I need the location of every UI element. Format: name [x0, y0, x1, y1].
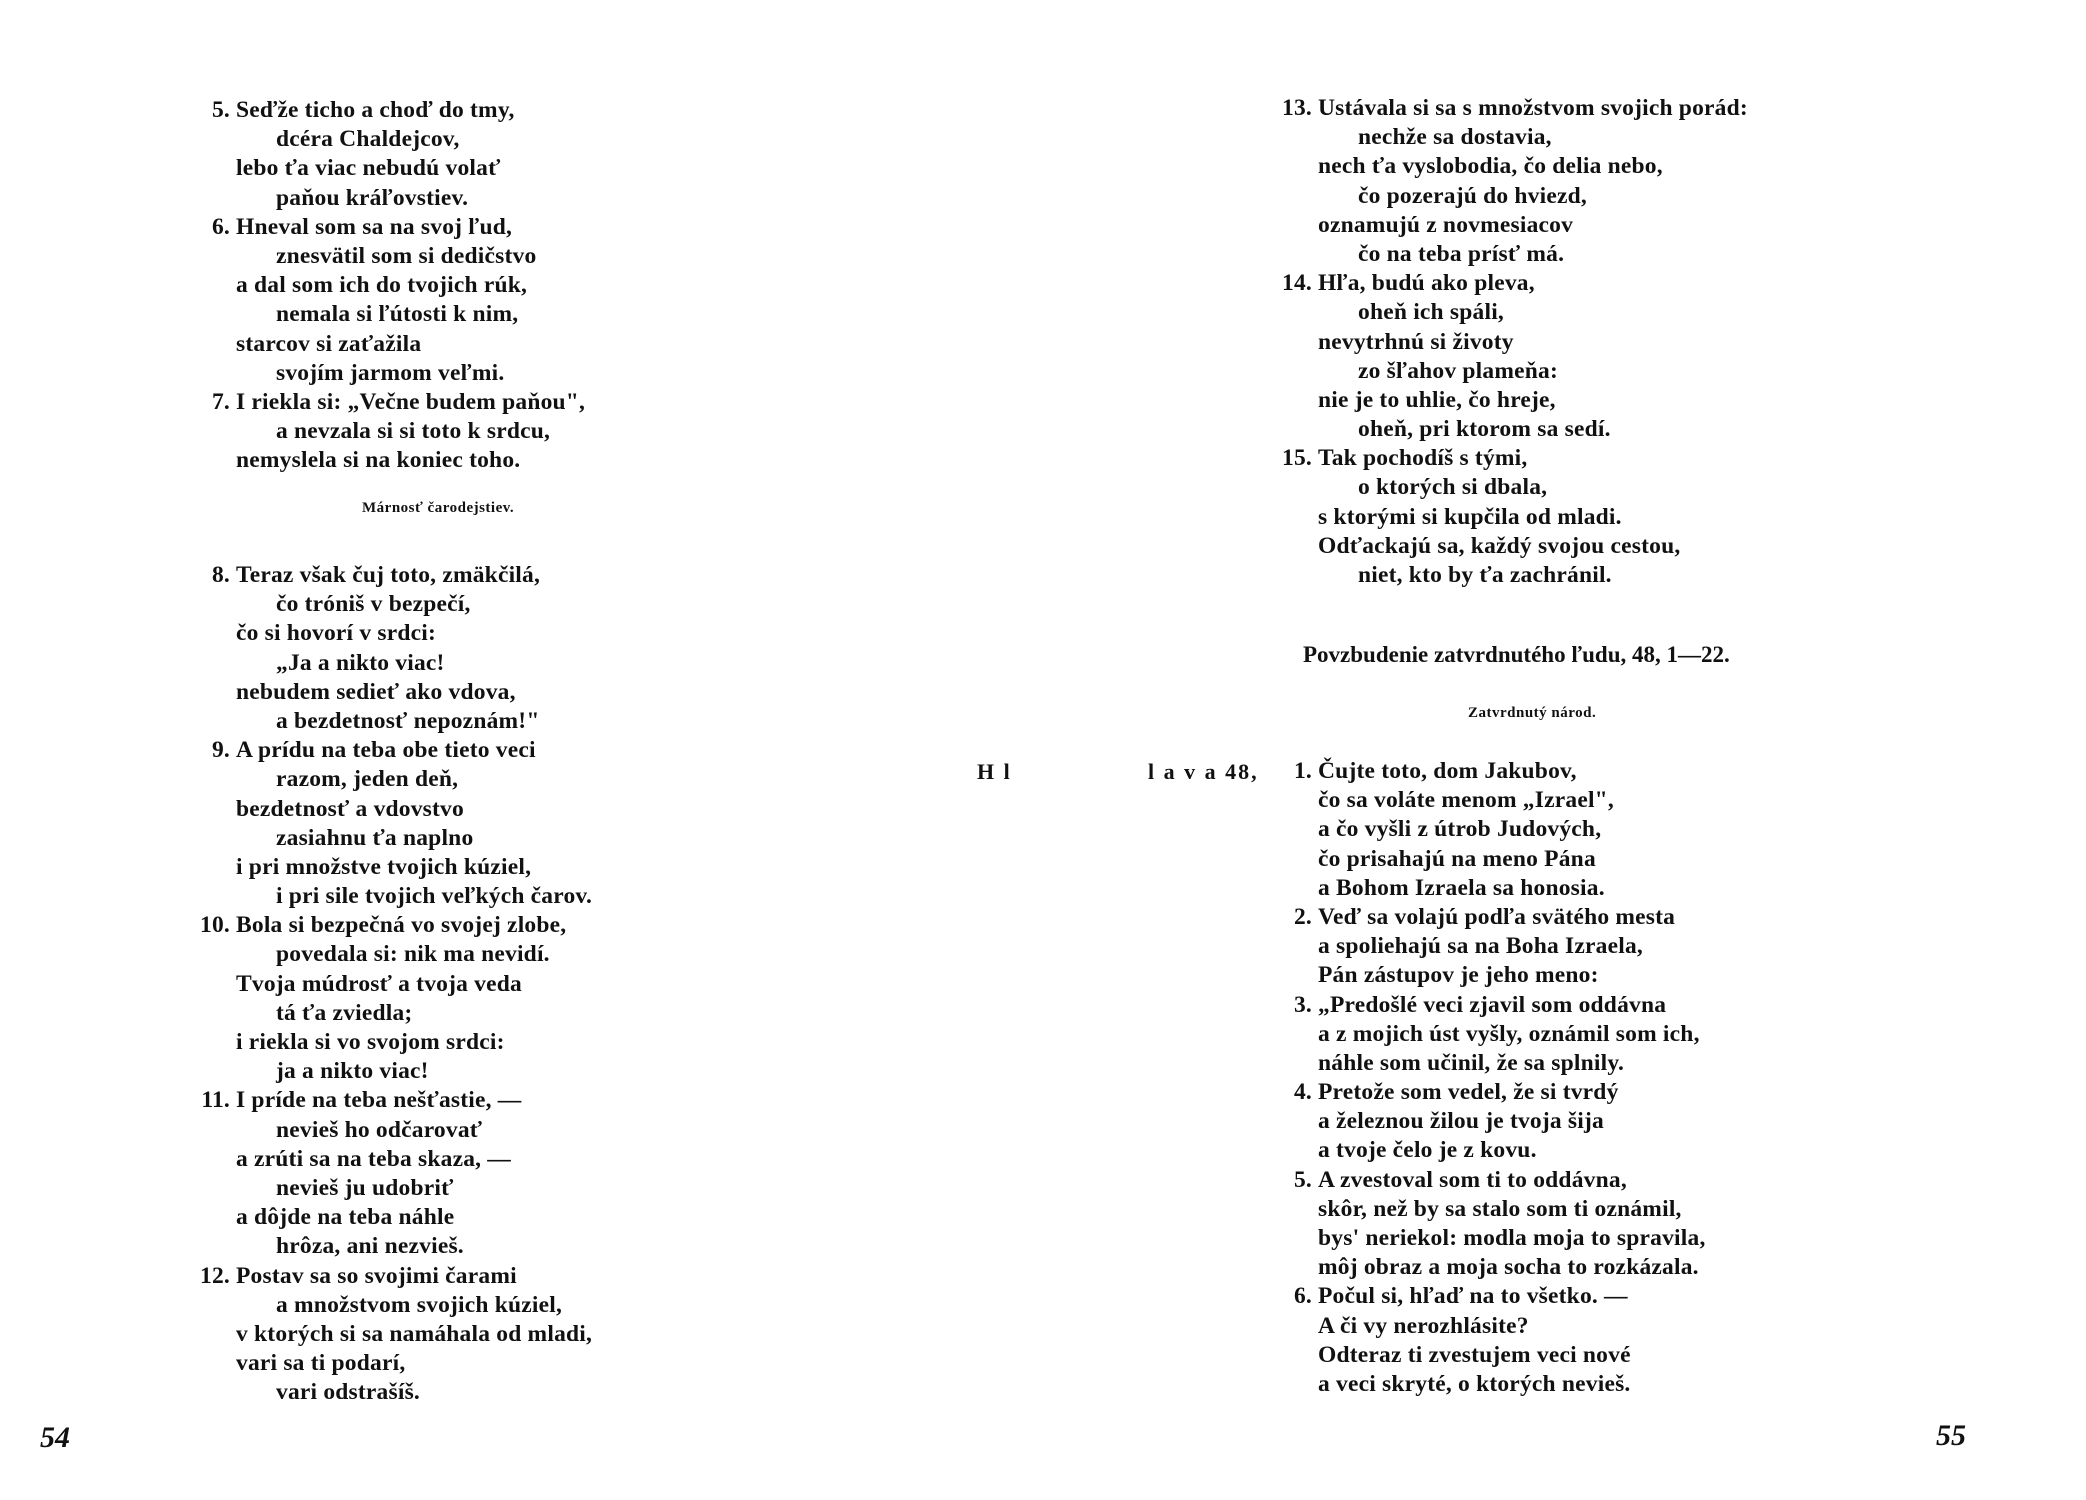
- verse-text: a veci skryté, o ktorých nevieš.: [1318, 1370, 1631, 1397]
- verse-number: 10.: [200, 912, 230, 939]
- verse-text: oheň, pri ktorom sa sedí.: [1358, 416, 1611, 443]
- left-verse-block-b: [200, 561, 593, 1407]
- verse-line: [1293, 1166, 1706, 1195]
- verse-line: [236, 1349, 592, 1378]
- verse-text: nie je to uhlie, čo hreje,: [1318, 386, 1556, 413]
- verse-text: povedala si: nik ma nevidí.: [276, 941, 550, 968]
- verse-line: [236, 970, 592, 999]
- verse-text: a nevzala si si toto k srdcu,: [276, 418, 551, 445]
- verse-line: [236, 300, 585, 329]
- left-verse-block-a: [211, 96, 586, 475]
- verse-number: 9.: [211, 737, 230, 764]
- verse-text: oheň ich spáli,: [1358, 299, 1504, 326]
- verse-line: [211, 736, 592, 765]
- verse-line: [211, 561, 592, 590]
- verse-text: skôr, než by sa stalo som ti oznámil,: [1318, 1195, 1682, 1222]
- verse-line: [201, 1086, 592, 1115]
- verse-line: [236, 1028, 592, 1057]
- verse-line: [1318, 1107, 1706, 1136]
- verse-text: a železnou žilou je tvoja šija: [1318, 1108, 1604, 1135]
- verse-line: [236, 795, 592, 824]
- verse-text: „Ja a nikto viac!: [276, 649, 445, 676]
- verse-line: [236, 125, 585, 154]
- verse-line: [200, 1262, 592, 1291]
- left-section-heading: Márnosť čarodejstiev.: [362, 500, 515, 516]
- verse-text: A zvestoval som ti to oddávna,: [1318, 1166, 1627, 1193]
- verse-line: [1293, 757, 1706, 786]
- verse-text: čo si hovorí v srdci:: [236, 620, 437, 647]
- verse-line: [1318, 386, 1748, 415]
- verse-line: [1318, 845, 1706, 874]
- verse-text: Odteraz ti zvestujem veci nové: [1318, 1341, 1631, 1368]
- verse-line: [236, 1320, 592, 1349]
- verse-text: a tvoje čelo je z kovu.: [1318, 1137, 1537, 1164]
- verse-line: [236, 242, 585, 271]
- verse-number: 12.: [200, 1262, 230, 1289]
- verse-line: [236, 707, 592, 736]
- verse-line: [236, 882, 592, 911]
- verse-text: náhle som učinil, že sa splnily.: [1318, 1049, 1625, 1076]
- verse-line: [1318, 932, 1706, 961]
- verse-line: [236, 1057, 592, 1086]
- verse-line: [236, 1174, 592, 1203]
- verse-line: [1282, 269, 1748, 298]
- verse-text: Pretože som vedel, že si tvrdý: [1318, 1079, 1619, 1106]
- verse-line: [1318, 357, 1748, 386]
- verse-number: 3.: [1293, 991, 1312, 1018]
- verse-text: môj obraz a moja socha to rozkázala.: [1318, 1254, 1699, 1281]
- verse-number: 5.: [211, 97, 230, 123]
- verse-line: [211, 213, 585, 242]
- verse-text: čo prisahajú na meno Pána: [1318, 845, 1596, 872]
- verse-line: [211, 388, 586, 417]
- verse-text: zo šľahov plameňa:: [1358, 357, 1559, 384]
- verse-text: a zrúti sa na teba skaza, —: [236, 1145, 511, 1172]
- verse-number: 7.: [211, 388, 230, 415]
- verse-line: [1318, 240, 1748, 269]
- right-verse-block-a: [1282, 94, 1748, 590]
- verse-text: čo na teba prísť má.: [1358, 240, 1565, 267]
- verse-line: [1318, 1370, 1706, 1399]
- verse-line: [1318, 1341, 1706, 1370]
- verse-text: svojím jarmom veľmi.: [276, 359, 505, 386]
- verse-line: [236, 154, 585, 183]
- verse-number: 5.: [1293, 1166, 1312, 1193]
- verse-text: tá ťa zviedla;: [276, 999, 413, 1026]
- verse-text: čo tróniš v bezpečí,: [276, 591, 471, 618]
- verse-text: zasiahnu ťa naplno: [276, 824, 474, 851]
- verse-text: znesvätil som si dedičstvo: [276, 242, 537, 269]
- verse-text: s ktorými si kupčila od mladi.: [1318, 503, 1622, 530]
- verse-text: dcéra Chaldejcov,: [276, 126, 460, 153]
- verse-text: Teraz však čuj toto, zmäkčilá,: [236, 562, 541, 588]
- verse-line: [1318, 532, 1748, 561]
- verse-text: nemyslela si na koniec toho.: [236, 447, 521, 474]
- verse-text: bys' neriekol: modla moja to spravila,: [1318, 1225, 1706, 1251]
- verse-line: [236, 590, 592, 619]
- verse-text: i riekla si vo svojom srdci:: [236, 1029, 505, 1055]
- verse-text: Hneval som sa na svoj ľud,: [236, 213, 513, 240]
- right-section-heading: Povzbudenie zatvrdnutého ľudu, 48, 1—22.: [1303, 642, 1730, 667]
- verse-text: ja a nikto viac!: [276, 1058, 429, 1085]
- verse-text: Ustávala si sa s množstvom svojich porád:: [1318, 95, 1748, 121]
- verse-line: [1318, 786, 1706, 815]
- verse-line: [1318, 1312, 1706, 1341]
- verse-text: „Predošlé veci zjavil som oddávna: [1318, 991, 1667, 1018]
- verse-line: [236, 271, 585, 300]
- verse-text: bezdetnosť a vdovstvo: [236, 795, 464, 822]
- verse-line: [236, 1232, 592, 1261]
- verse-text: vari odstrašíš.: [276, 1379, 420, 1406]
- verse-text: Tak pochodíš s tými,: [1318, 445, 1528, 472]
- verse-line: [1293, 903, 1706, 932]
- verse-text: lebo ťa viac nebudú volať: [236, 155, 501, 182]
- right-page: [977, 0, 2086, 1500]
- verse-text: A či vy nerozhlásite?: [1318, 1312, 1529, 1339]
- verse-line: [1318, 298, 1748, 327]
- verse-text: Veď sa volajú podľa svätého mesta: [1318, 903, 1676, 930]
- verse-line: [1318, 1224, 1706, 1253]
- verse-line: [236, 1116, 592, 1145]
- verse-number: 2.: [1293, 903, 1312, 930]
- verse-text: o ktorých si dbala,: [1358, 474, 1548, 501]
- verse-line: [1318, 961, 1706, 990]
- verse-line: [236, 999, 592, 1028]
- verse-text: nechže sa dostavia,: [1358, 124, 1552, 151]
- verse-text: nemala si ľútosti k nim,: [276, 301, 519, 328]
- verse-line: [1282, 94, 1748, 123]
- verse-text: Odťackajú sa, každý svojou cestou,: [1318, 532, 1681, 559]
- verse-line: [1318, 1049, 1706, 1078]
- verse-text: a dôjde na teba náhle: [236, 1204, 455, 1231]
- verse-number: 15.: [1282, 445, 1312, 472]
- verse-text: čo pozerajú do hviezd,: [1358, 182, 1587, 209]
- verse-line: [1318, 123, 1748, 152]
- verse-line: [236, 1203, 592, 1232]
- verse-line: [1318, 328, 1748, 357]
- right-verse-block-b: [1293, 757, 1706, 1399]
- verse-line: [236, 1145, 592, 1174]
- verse-text: I riekla si: „Večne budem paňou",: [236, 388, 586, 415]
- verse-line: [1318, 211, 1748, 240]
- verse-line: [211, 96, 585, 125]
- verse-line: [1318, 1136, 1706, 1165]
- verse-line: [1293, 1282, 1706, 1311]
- verse-text: nebudem sedieť ako vdova,: [236, 678, 516, 705]
- verse-line: [1318, 182, 1748, 211]
- verse-line: [236, 853, 592, 882]
- chapter-marginal-left: H l: [977, 759, 1012, 784]
- verse-line: [200, 911, 592, 940]
- verse-text: a dal som ich do tvojich rúk,: [236, 272, 528, 299]
- verse-line: [1293, 991, 1706, 1020]
- verse-number: 6.: [1293, 1283, 1312, 1310]
- verse-line: [236, 824, 592, 853]
- verse-line: [1318, 815, 1706, 844]
- verse-text: starcov si zaťažila: [236, 330, 422, 357]
- chapter-marginal-right: l a v a 48,: [1148, 759, 1259, 784]
- verse-text: hrôza, ani nezvieš.: [276, 1233, 464, 1260]
- verse-line: [1318, 874, 1706, 903]
- verse-text: čo sa voláte menom „Izrael",: [1318, 787, 1614, 814]
- verse-text: nevieš ju udobriť: [276, 1174, 454, 1201]
- verse-text: a Bohom Izraela sa honosia.: [1318, 874, 1605, 901]
- verse-line: [236, 765, 592, 794]
- verse-text: a bezdetnosť nepoznám!": [276, 707, 540, 734]
- verse-number: 8.: [211, 562, 230, 588]
- verse-line: [1282, 444, 1748, 473]
- verse-line: [236, 1378, 592, 1407]
- verse-line: [236, 940, 592, 969]
- verse-line: [1318, 1020, 1706, 1049]
- verse-line: [1318, 415, 1748, 444]
- verse-text: paňou kráľovstiev.: [276, 184, 469, 211]
- verse-line: [236, 417, 585, 446]
- verse-number: 14.: [1282, 270, 1312, 297]
- verse-text: A prídu na teba obe tieto veci: [236, 737, 536, 764]
- verse-line: [1318, 561, 1748, 590]
- verse-line: [236, 619, 592, 648]
- verse-text: Počul si, hľaď na to všetko. —: [1318, 1283, 1628, 1310]
- verse-number: 13.: [1282, 95, 1312, 121]
- verse-text: razom, jeden deň,: [276, 766, 459, 793]
- verse-text: niet, kto by ťa zachránil.: [1358, 562, 1612, 588]
- verse-line: [236, 330, 585, 359]
- verse-text: a z mojich úst vyšly, oznámil som ich,: [1318, 1020, 1700, 1047]
- verse-line: [1318, 152, 1748, 181]
- verse-text: v ktorých si sa namáhala od mladi,: [236, 1320, 593, 1347]
- verse-text: Pán zástupov je jeho meno:: [1318, 962, 1599, 989]
- verse-line: [236, 184, 585, 213]
- verse-number: 4.: [1293, 1079, 1312, 1106]
- verse-text: a množstvom svojich kúziel,: [276, 1291, 563, 1318]
- verse-line: [1318, 1195, 1706, 1224]
- verse-number: 1.: [1293, 758, 1312, 784]
- verse-text: nevieš ho odčarovať: [276, 1116, 483, 1143]
- verse-line: [1318, 503, 1748, 532]
- page-number-right: 55: [1936, 1419, 1966, 1452]
- verse-text: Hľa, budú ako pleva,: [1318, 270, 1535, 297]
- verse-line: [236, 649, 592, 678]
- right-subheading: Zatvrdnutý národ.: [1468, 705, 1597, 721]
- page-number-left: 54: [40, 1421, 70, 1454]
- verse-line: [236, 1291, 592, 1320]
- verse-text: i pri sile tvojich veľkých čarov.: [276, 883, 593, 910]
- verse-text: I príde na teba nešťastie, —: [236, 1087, 522, 1114]
- verse-line: [236, 678, 592, 707]
- verse-text: a spoliehajú sa na Boha Izraela,: [1318, 933, 1643, 960]
- verse-text: Čujte toto, dom Jakubov,: [1318, 758, 1577, 784]
- verse-text: Seďže ticho a choď do tmy,: [236, 97, 515, 123]
- verse-text: Bola si bezpečná vo svojej zlobe,: [236, 912, 567, 939]
- verse-number: 11.: [201, 1087, 230, 1114]
- verse-text: oznamujú z novmesiacov: [1318, 211, 1574, 238]
- verse-text: i pri množstve tvojich kúziel,: [236, 853, 532, 880]
- verse-line: [236, 446, 585, 475]
- verse-text: a čo vyšli z útrob Judových,: [1318, 816, 1602, 843]
- verse-text: vari sa ti podarí,: [236, 1350, 406, 1377]
- verse-line: [1318, 1253, 1706, 1282]
- verse-line: [1293, 1078, 1706, 1107]
- verse-text: Postav sa so svojimi čarami: [236, 1262, 517, 1289]
- verse-line: [236, 359, 585, 388]
- verse-text: Tvoja múdrosť a tvoja veda: [236, 970, 522, 997]
- verse-line: [1318, 473, 1748, 502]
- verse-text: nevytrhnú si životy: [1318, 328, 1514, 355]
- verse-number: 6.: [211, 213, 230, 240]
- verse-text: nech ťa vyslobodia, čo delia nebo,: [1318, 153, 1663, 180]
